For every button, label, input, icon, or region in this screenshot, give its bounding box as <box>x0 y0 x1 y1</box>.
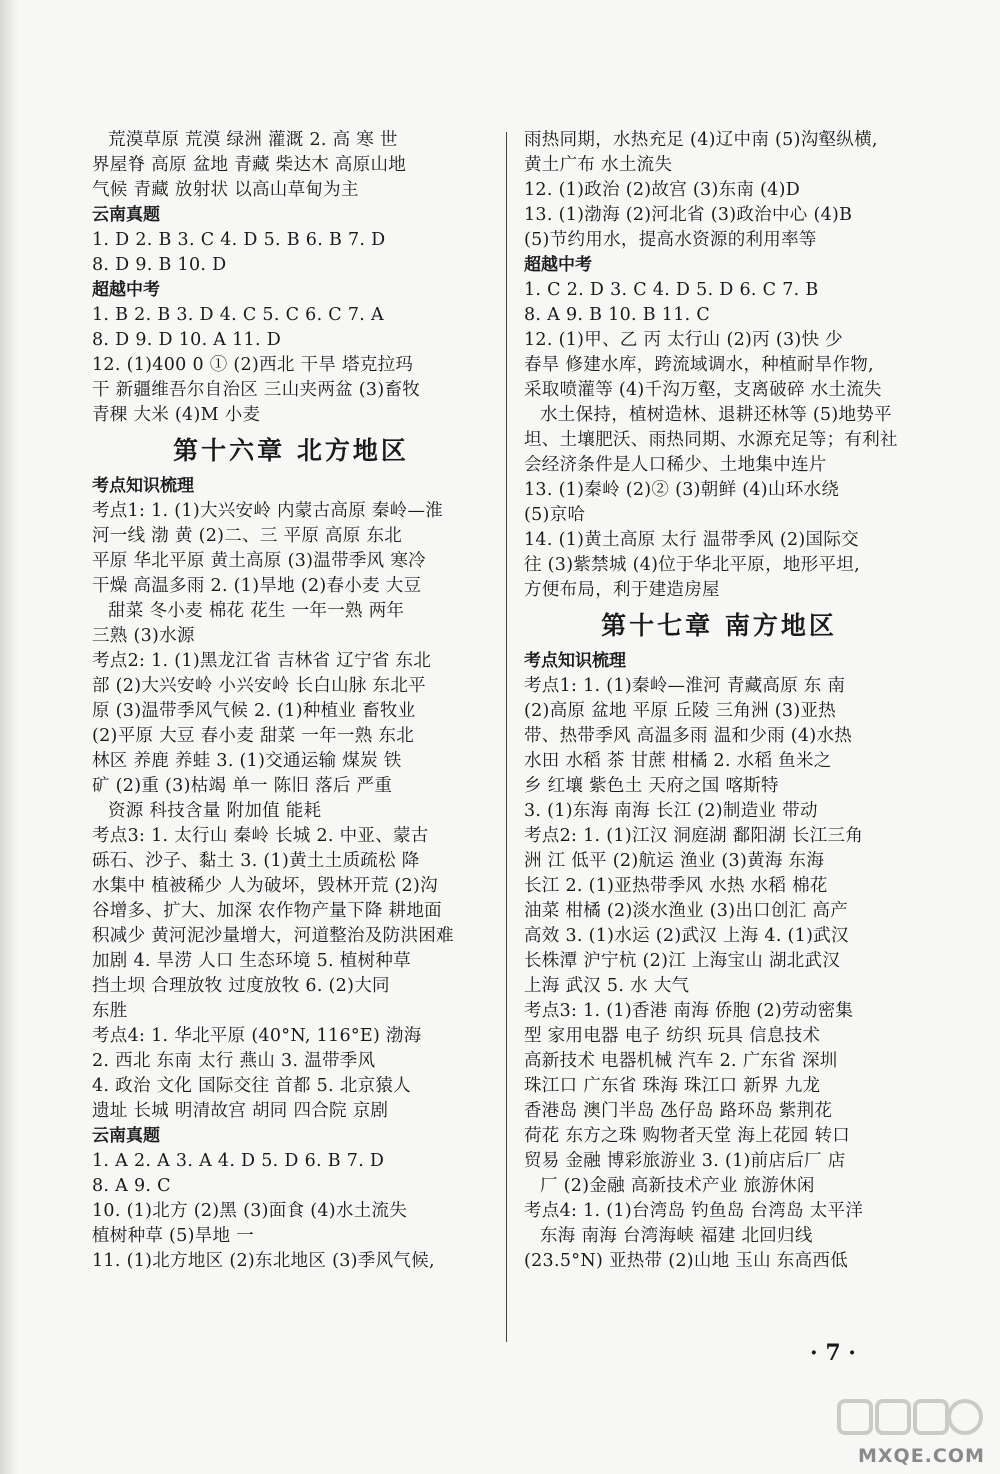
text-line: 型 家用电器 电子 纺织 玩具 信息技术 <box>524 1026 821 1046</box>
text-line: 3. (1)东海 南海 长江 (2)制造业 带动 <box>524 801 818 821</box>
text-line: 甜菜 冬小麦 棉花 花生 一年一熟 两年 <box>108 601 405 621</box>
text-line: 黄土广布 水土流失 <box>524 155 673 175</box>
text-line: 荒漠草原 荒漠 绿洲 灌溉 2. 高 寒 世 <box>108 130 398 150</box>
text-line: 水田 水稻 茶 甘蔗 柑橘 2. 水稻 鱼米之 <box>524 751 832 771</box>
text-line: 12. (1)400 0 ① (2)西北 干旱 塔克拉玛 <box>92 355 414 375</box>
text-line: 干 新疆维吾尔自治区 三山夹两盆 (3)畜牧 <box>92 380 421 400</box>
text-line: 8. D 9. B 10. D <box>92 255 227 275</box>
text-line: 8. D 9. D 10. A 11. D <box>92 330 282 350</box>
text-line: 植树种草 (5)旱地 一 <box>92 1226 255 1246</box>
text-line: 方便布局，利于建造房屋 <box>524 580 720 600</box>
text-line: 1. C 2. D 3. C 4. D 5. D 6. C 7. B <box>524 280 819 300</box>
section-heading: 考点知识梳理 <box>92 476 194 496</box>
right-column <box>524 128 914 1274</box>
chapter-title: 第十七章 南方地区 <box>601 611 837 640</box>
text-line: 乡 红壤 紫色土 天府之国 喀斯特 <box>524 776 779 796</box>
text-line: 气候 青藏 放射状 以高山草甸为主 <box>92 180 359 200</box>
text-line: 界屋脊 高原 盆地 青藏 柴达木 高原山地 <box>92 155 407 175</box>
text-line: 高效 3. (1)水运 (2)武汉 上海 4. (1)武汉 <box>524 926 849 946</box>
text-line: 春旱 修建水库，跨流域调水，种植耐旱作物, <box>524 355 874 375</box>
chapter-title: 第十六章 北方地区 <box>173 436 409 465</box>
text-line: 三熟 (3)水源 <box>92 626 195 646</box>
text-line: 长株潭 沪宁杭 (2)江 上海宝山 湖北武汉 <box>524 951 841 971</box>
text-line: 林区 养鹿 养蛙 3. (1)交通运输 煤炭 铁 <box>92 751 402 771</box>
text-line: 平原 华北平原 黄土高原 (3)温带季风 寒冷 <box>92 551 426 571</box>
left-column <box>92 128 490 1274</box>
text-line: 高新技术 电器机械 汽车 2. 广东省 深圳 <box>524 1051 838 1071</box>
text-line: 14. (1)黄土高原 太行 温带季风 (2)国际交 <box>524 530 859 550</box>
text-line: 4. 政治 文化 国际交往 首都 5. 北京猿人 <box>92 1076 411 1096</box>
text-line: 考点3: 1. 太行山 秦岭 长城 2. 中亚、蒙古 <box>92 826 429 846</box>
text-line: 会经济条件是人口稀少、土地集中连片 <box>524 455 827 475</box>
text-line: 8. A 9. C <box>92 1176 171 1196</box>
text-line: 往 (3)紫禁城 (4)位于华北平原，地形平坦, <box>524 555 860 575</box>
text-line: 采取喷灌等 (4)千沟万壑，支离破碎 水土流失 <box>524 380 882 400</box>
text-line: 1. A 2. A 3. A 4. D 5. D 6. B 7. D <box>92 1151 385 1171</box>
watermark-text: MXQE.COM <box>858 1445 985 1467</box>
text-line: 矿 (2)重 (3)枯竭 单一 陈旧 落后 严重 <box>92 776 393 796</box>
text-line: 坦、土壤肥沃、雨热同期、水源充足等；有利社 <box>524 430 898 450</box>
text-line: 2. 西北 东南 太行 燕山 3. 温带季风 <box>92 1051 376 1071</box>
text-line: 荷花 东方之珠 购物者天堂 海上花园 转口 <box>524 1126 851 1146</box>
text-line: 干燥 高温多雨 2. (1)旱地 (2)春小麦 大豆 <box>92 576 422 596</box>
text-line: 油菜 柑橘 (2)淡水渔业 (3)出口创汇 高产 <box>524 901 849 921</box>
text-line: 1. B 2. B 3. D 4. C 5. C 6. C 7. A <box>92 305 384 325</box>
text-line: 雨热同期，水热充足 (4)辽中南 (5)沟壑纵横, <box>524 130 878 150</box>
text-line: 青稞 大米 (4)M 小麦 <box>92 405 261 425</box>
text-line: 水集中 植被稀少 人为破坏，毁林开荒 (2)沟 <box>92 876 438 896</box>
section-heading: 考点知识梳理 <box>524 651 626 671</box>
text-line: 13. (1)渤海 (2)河北省 (3)政治中心 (4)B <box>524 205 853 225</box>
text-line: 香港岛 澳门半岛 氹仔岛 路环岛 紫荆花 <box>524 1101 833 1121</box>
text-line: 河一线 渤 黄 (2)二、三 平原 高原 东北 <box>92 526 403 546</box>
text-line: 考点3: 1. (1)香港 南海 侨胞 (2)劳动密集 <box>524 1001 854 1021</box>
text-line: 谷增多、扩大、加深 农作物产量下降 耕地面 <box>92 901 442 921</box>
text-line: 积减少 黄河泥沙量增大，河道整治及防洪困难 <box>92 926 454 946</box>
text-line: 长江 2. (1)亚热带季风 水热 水稻 棉花 <box>524 876 828 896</box>
text-line: 8. A 9. B 10. B 11. C <box>524 305 711 325</box>
text-line: 考点2: 1. (1)江汉 洞庭湖 鄱阳湖 长江三角 <box>524 826 864 846</box>
section-heading: 云南真题 <box>92 205 160 225</box>
text-line: 厂 (2)金融 高新技术产业 旅游休闲 <box>540 1176 815 1196</box>
text-line: 原 (3)温带季风气候 2. (1)种植业 畜牧业 <box>92 701 416 721</box>
text-line: 东海 南海 台湾海峡 福建 北回归线 <box>540 1226 813 1246</box>
text-line: 洲 江 低平 (2)航运 渔业 (3)黄海 东海 <box>524 851 825 871</box>
text-line: 加剧 4. 旱涝 人口 生态环境 5. 植树种草 <box>92 951 411 971</box>
text-line: 带、热带季风 高温多雨 温和少雨 (4)水热 <box>524 726 853 746</box>
text-line: 考点1: 1. (1)秦岭—淮河 青藏高原 东 南 <box>524 676 846 696</box>
text-line: (23.5°N) 亚热带 (2)山地 玉山 东高西低 <box>524 1251 849 1271</box>
text-line: 砾石、沙子、黏土 3. (1)黄土土质疏松 降 <box>92 851 420 871</box>
text-line: 考点1: 1. (1)大兴安岭 内蒙古高原 秦岭—淮 <box>92 501 444 521</box>
text-line: 1. D 2. B 3. C 4. D 5. B 6. B 7. D <box>92 230 386 250</box>
column-divider <box>506 132 507 1342</box>
section-heading: 超越中考 <box>524 255 592 275</box>
section-heading: 超越中考 <box>92 280 160 300</box>
text-line: 部 (2)大兴安岭 小兴安岭 长白山脉 东北平 <box>92 676 426 696</box>
text-line: 珠江口 广东省 珠海 珠江口 新界 九龙 <box>524 1076 821 1096</box>
text-line: 上海 武汉 5. 水 大气 <box>524 976 690 996</box>
text-line: 贸易 金融 博彩旅游业 3. (1)前店后厂 店 <box>524 1151 846 1171</box>
text-line: 13. (1)秦岭 (2)② (3)朝鲜 (4)山环水绕 <box>524 480 840 500</box>
text-line: 11. (1)北方地区 (2)东北地区 (3)季风气候, <box>92 1251 435 1271</box>
text-line: 12. (1)政治 (2)故宫 (3)东南 (4)D <box>524 180 801 200</box>
text-line: 考点4: 1. 华北平原 (40°N, 116°E) 渤海 <box>92 1026 422 1046</box>
text-line: (5)京哈 <box>524 505 586 525</box>
text-line: 资源 科技含量 附加值 能耗 <box>108 801 322 821</box>
text-line: 考点2: 1. (1)黑龙江省 吉林省 辽宁省 东北 <box>92 651 432 671</box>
page-number: · 7 · <box>810 1340 856 1366</box>
text-line: 挡土坝 合理放牧 过度放牧 6. (2)大同 <box>92 976 390 996</box>
text-line: (2)高原 盆地 平原 丘陵 三角洲 (3)亚热 <box>524 701 837 721</box>
text-line: (2)平原 大豆 春小麦 甜菜 一年一熟 东北 <box>92 726 415 746</box>
section-heading: 云南真题 <box>92 1126 160 1146</box>
page-spine-shadow <box>0 0 18 1474</box>
text-line: 东胜 <box>92 1001 128 1021</box>
text-line: 10. (1)北方 (2)黑 (3)面食 (4)水土流失 <box>92 1201 408 1221</box>
text-line: 12. (1)甲、乙 丙 太行山 (2)丙 (3)快 少 <box>524 330 843 350</box>
text-line: 遗址 长城 明清故宫 胡同 四合院 京剧 <box>92 1101 389 1121</box>
text-line: 考点4: 1. (1)台湾岛 钓鱼岛 台湾岛 太平洋 <box>524 1201 864 1221</box>
text-line: 水土保持，植树造林、退耕还林等 (5)地势平 <box>540 405 892 425</box>
text-line: (5)节约用水，提高水资源的利用率等 <box>524 230 817 250</box>
